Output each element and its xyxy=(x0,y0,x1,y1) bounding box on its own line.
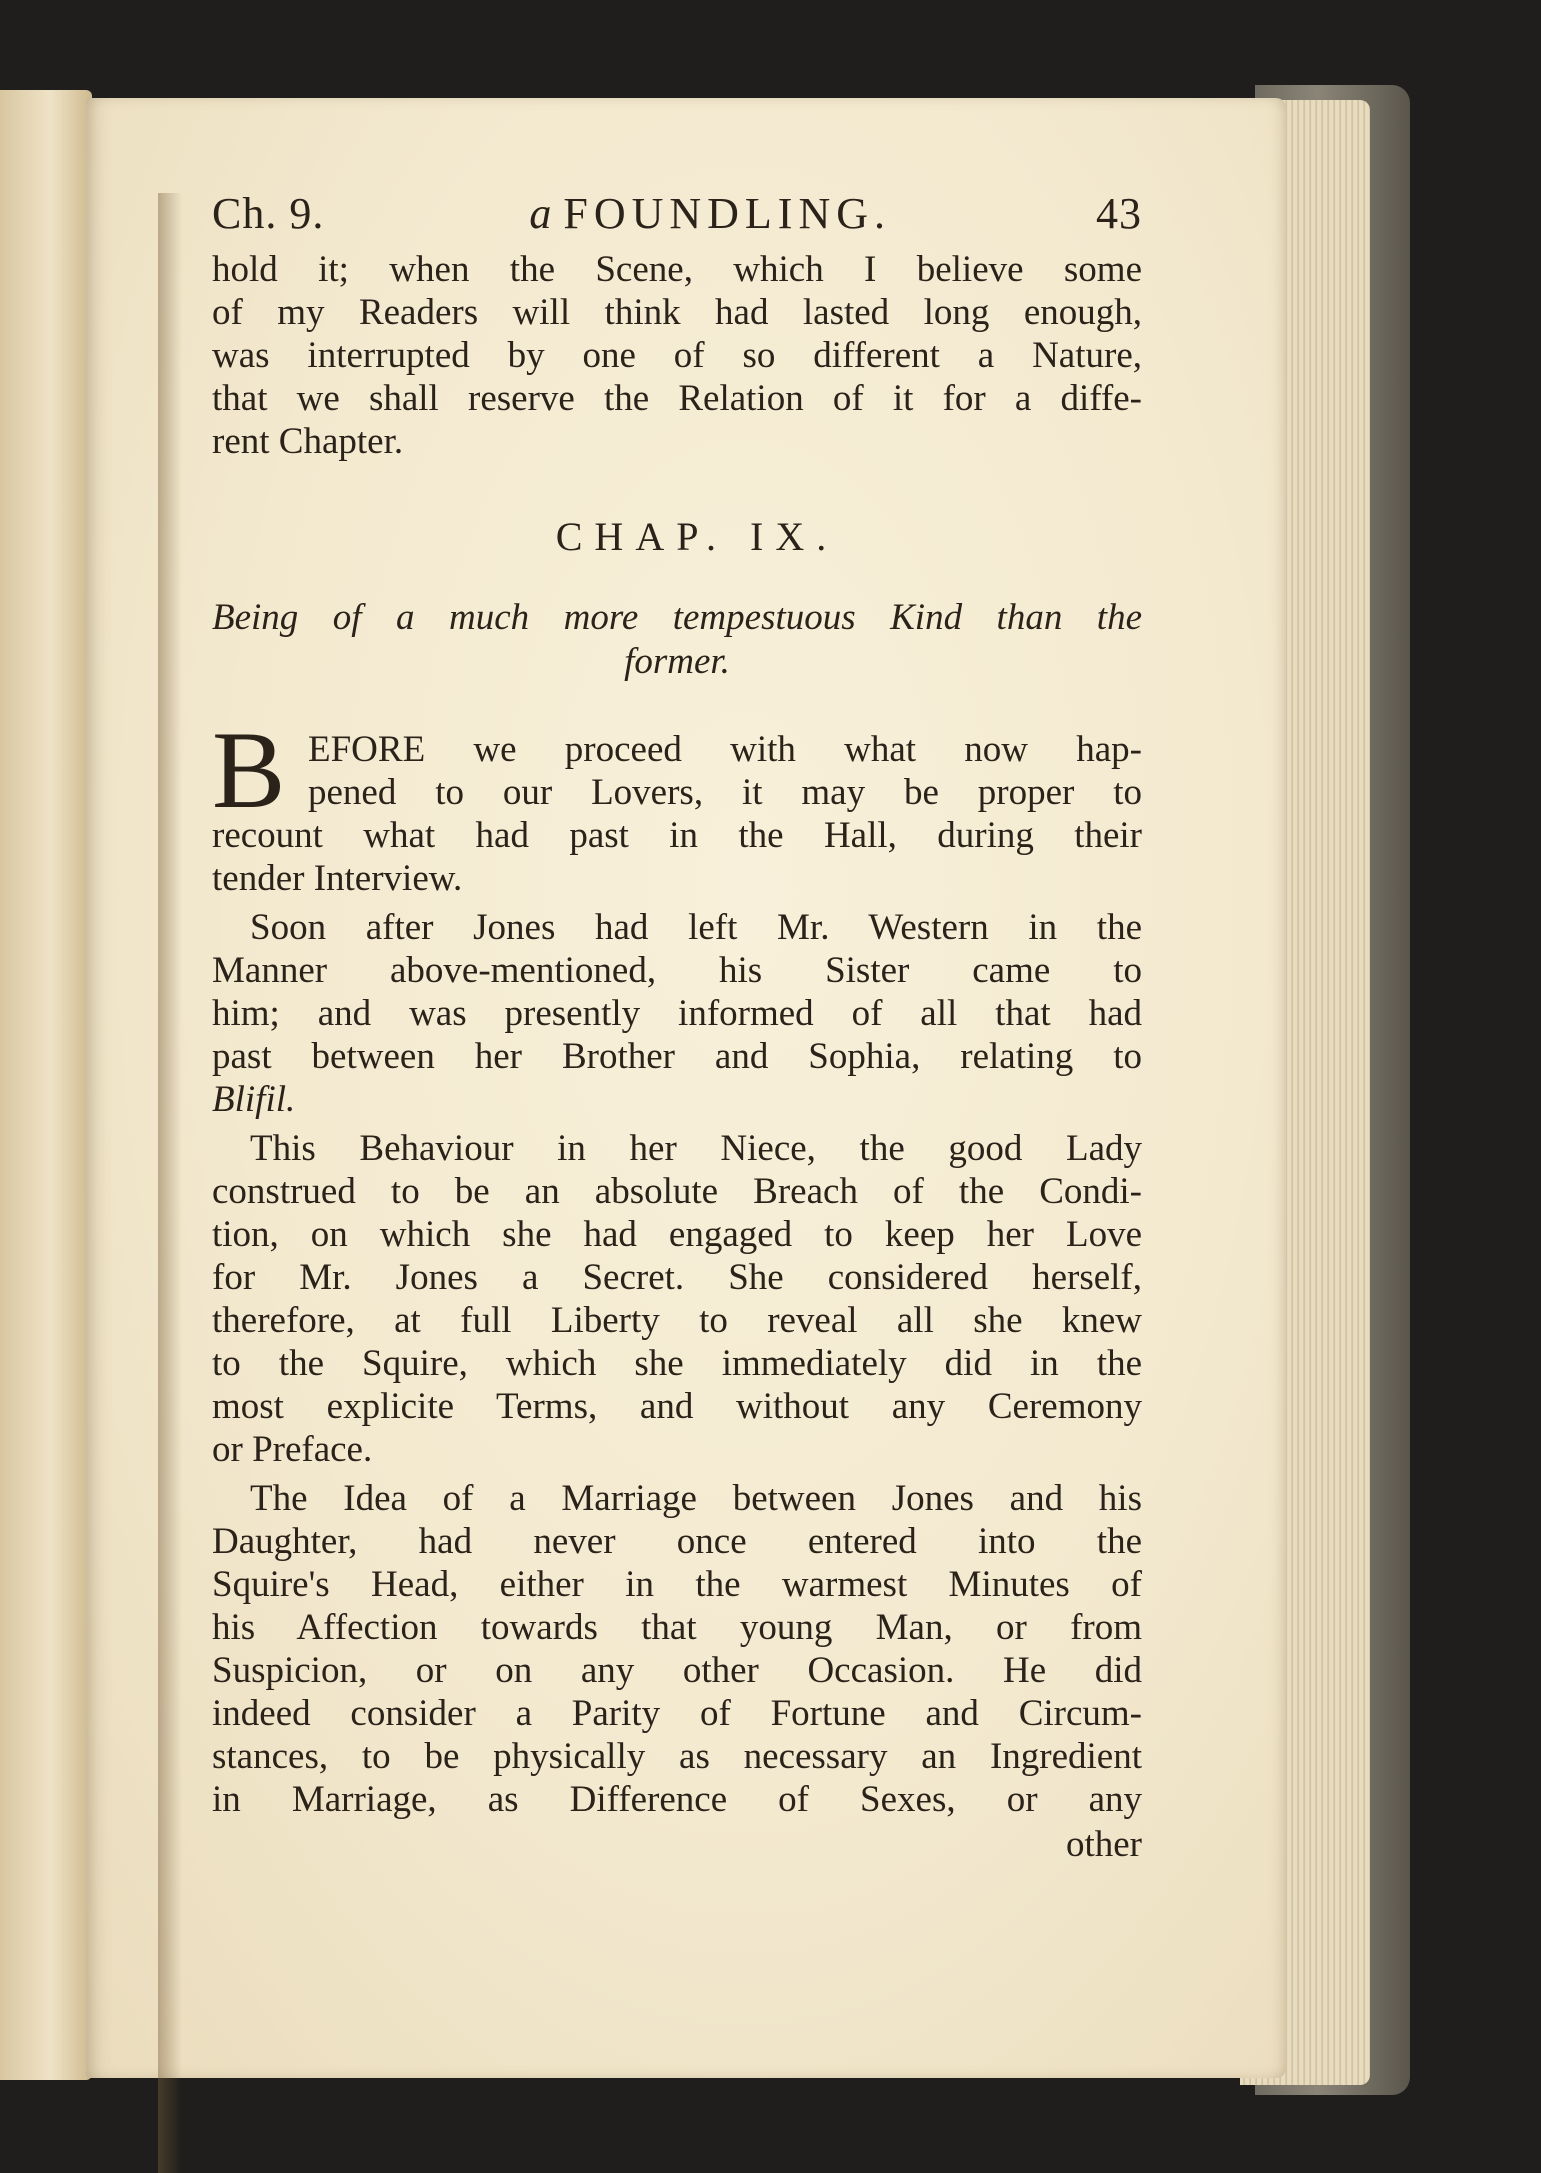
text-line: most explicite Terms, and without any Ceremony xyxy=(212,1386,1142,1427)
text-line: rent Chapter. xyxy=(212,421,404,462)
page-gutter xyxy=(158,193,182,2173)
text-line: Blifil. xyxy=(212,1079,296,1120)
text-line: past between her Brother and Sophia, relating to xyxy=(212,1036,1142,1077)
text-line: therefore, at full Liberty to reveal all she knew xyxy=(212,1300,1142,1341)
text-line: to the Squire, which she immediately did in the xyxy=(212,1343,1142,1384)
text-line: him; and was presently informed of all that had xyxy=(212,993,1142,1034)
paragraph-2 xyxy=(212,906,1142,1121)
subtitle-line: former. xyxy=(624,641,730,682)
text-line: was interrupted by one of so different a Nature, xyxy=(212,335,1142,376)
page-text xyxy=(212,188,1142,1866)
running-title-article: a xyxy=(529,189,552,238)
text-line: Manner above-mentioned, his Sister came to xyxy=(212,950,1142,991)
page-number: 43 xyxy=(1095,189,1142,238)
text-line: Squire's Head, either in the warmest Minutes of xyxy=(212,1564,1142,1605)
text-line: The Idea of a Marriage between Jones and his xyxy=(250,1478,1142,1519)
paragraph-3 xyxy=(212,1127,1142,1471)
text-line: Daughter, had never once entered into the xyxy=(212,1521,1142,1562)
text-line: EFORE we proceed with what now hap- xyxy=(308,729,1142,770)
chapter-reference: Ch. 9. xyxy=(212,189,325,238)
drop-cap: B xyxy=(212,709,286,831)
chapter-heading: CHAP. IX. xyxy=(555,514,839,559)
subtitle-line: Being of a much more tempestuous Kind than the xyxy=(212,597,1142,638)
text-line: or Preface. xyxy=(212,1429,373,1470)
text-line: tion, on which she had engaged to keep her Love xyxy=(212,1214,1142,1255)
text-line: pened to our Lovers, it may be proper to xyxy=(308,772,1142,813)
running-header xyxy=(212,188,1142,248)
text-line: Soon after Jones had left Mr. Western in the xyxy=(250,907,1142,948)
text-line: stances, to be physically as necessary an Ingredient xyxy=(212,1736,1142,1777)
text-line: This Behaviour in her Niece, the good Lady xyxy=(250,1128,1142,1169)
text-line: his Affection towards that young Man, or from xyxy=(212,1607,1142,1648)
running-title xyxy=(529,188,891,239)
text-line: hold it; when the Scene, which I believe some xyxy=(212,249,1142,290)
book-page xyxy=(86,98,1286,2078)
chapter-subtitle xyxy=(212,596,1142,684)
text-line: of my Readers will think had lasted long enough, xyxy=(212,292,1142,333)
paragraph-4 xyxy=(212,1477,1142,1821)
paragraph-1 xyxy=(212,709,1142,900)
text-line: indeed consider a Parity of Fortune and Circum- xyxy=(212,1693,1142,1734)
text-line: Suspicion, or on any other Occasion. He did xyxy=(212,1650,1142,1691)
text-line: in Marriage, as Difference of Sexes, or any xyxy=(212,1779,1142,1820)
opening-paragraph xyxy=(212,248,1142,463)
text-line: for Mr. Jones a Secret. She considered herself, xyxy=(212,1257,1142,1298)
running-title-word: FOUNDLING. xyxy=(563,189,891,238)
catchword: other xyxy=(1065,1824,1142,1865)
text-line: that we shall reserve the Relation of it for a diffe- xyxy=(212,378,1142,419)
text-line: tender Interview. xyxy=(212,858,463,899)
facing-page-edge xyxy=(0,90,92,2080)
text-line: construed to be an absolute Breach of the Condi- xyxy=(212,1171,1142,1212)
text-line: recount what had past in the Hall, during their xyxy=(212,815,1142,856)
